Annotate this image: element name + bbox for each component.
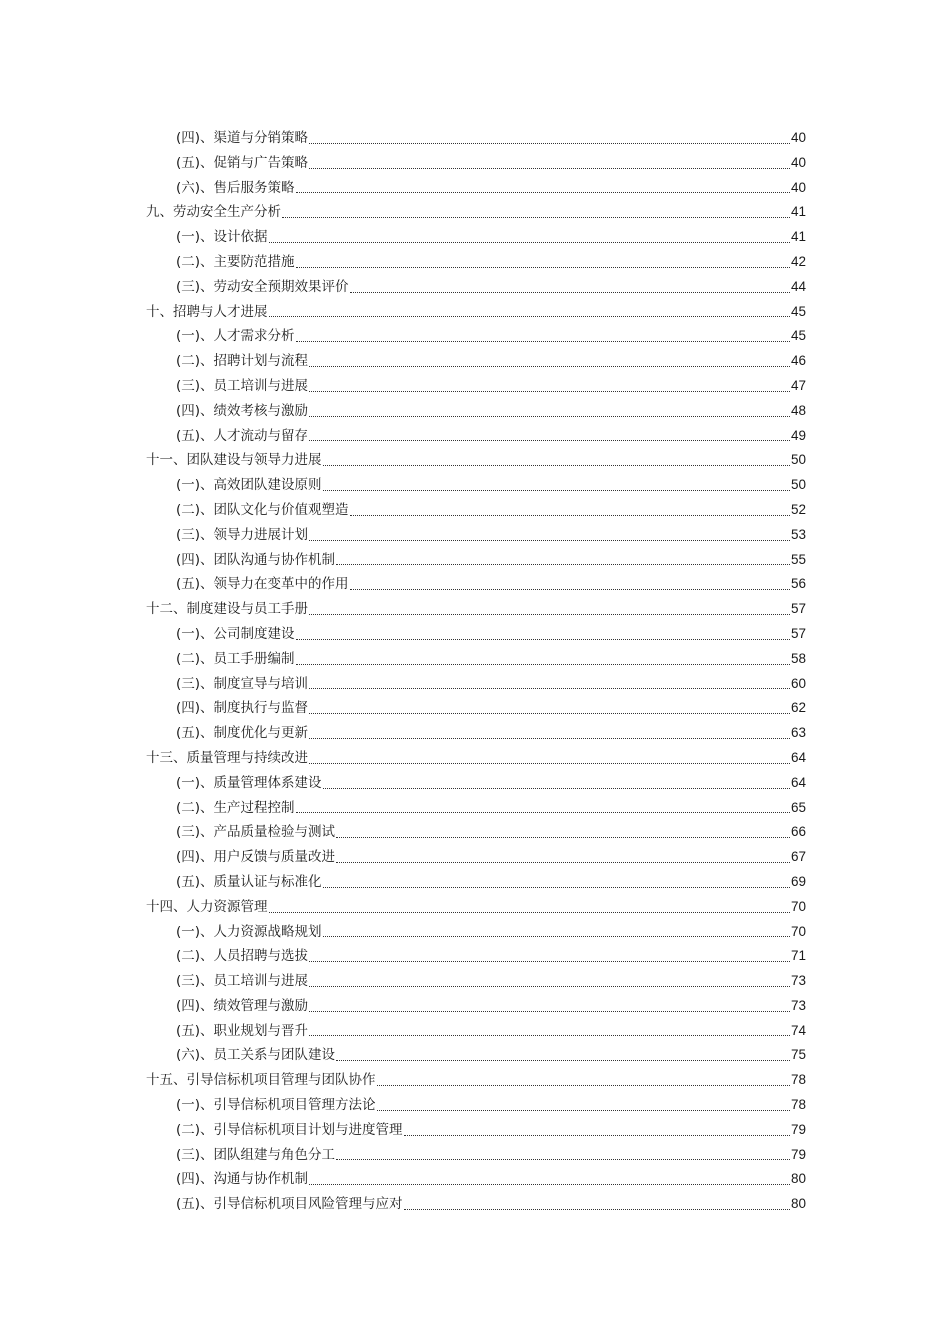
toc-entry-title: (三)、员工培训与进展: [176, 377, 309, 394]
toc-entry-title: (二)、人员招聘与选拔: [176, 948, 309, 965]
toc-dot-leader: [336, 845, 790, 870]
toc-entry-title: (四)、制度执行与监督: [176, 700, 309, 717]
toc-entry-title: (三)、领导力进展计划: [176, 526, 309, 543]
toc-page-number: 64: [790, 774, 806, 790]
toc-dot-leader: [309, 597, 790, 622]
toc-section-entry[interactable]: [146, 275, 806, 300]
toc-page-number: 80: [790, 1171, 806, 1187]
toc-page-number: 50: [790, 477, 806, 493]
toc-section-entry[interactable]: [146, 1019, 806, 1044]
toc-dot-leader: [350, 572, 790, 597]
toc-page-number: 58: [790, 650, 806, 666]
toc-entry-title: (一)、人力资源战略规划: [176, 923, 322, 940]
toc-dot-leader: [309, 994, 790, 1019]
toc-section-entry[interactable]: [146, 1192, 806, 1217]
toc-dot-leader: [296, 796, 790, 821]
toc-dot-leader: [309, 151, 790, 176]
toc-entry-title: (一)、公司制度建设: [176, 625, 295, 642]
toc-dot-leader: [296, 176, 790, 201]
toc-entry-title: (五)、质量认证与标准化: [176, 873, 322, 890]
toc-chapter-entry[interactable]: [146, 1068, 806, 1093]
toc-dot-leader: [282, 200, 790, 225]
toc-page-number: 73: [790, 997, 806, 1013]
toc-entry-title: 十一、团队建设与领导力进展: [146, 452, 322, 469]
toc-section-entry[interactable]: [146, 1043, 806, 1068]
toc-entry-title: 十三、质量管理与持续改进: [146, 749, 308, 766]
toc-entry-title: 九、劳动安全生产分析: [146, 204, 281, 221]
toc-entry-title: (六)、售后服务策略: [176, 179, 295, 196]
toc-page-number: 74: [790, 1022, 806, 1038]
toc-section-entry[interactable]: [146, 548, 806, 573]
toc-page-number: 47: [790, 377, 806, 393]
toc-dot-leader: [336, 1143, 790, 1168]
toc-chapter-entry[interactable]: [146, 746, 806, 771]
toc-page-number: 41: [790, 204, 806, 220]
toc-entry-title: (四)、用户反馈与质量改进: [176, 849, 336, 866]
toc-dot-leader: [377, 1068, 790, 1093]
toc-section-entry[interactable]: [146, 176, 806, 201]
toc-chapter-entry[interactable]: [146, 300, 806, 325]
toc-entry-title: (四)、团队沟通与协作机制: [176, 551, 336, 568]
toc-entry-title: (二)、引导信标机项目计划与进度管理: [176, 1121, 403, 1138]
toc-entry-title: (一)、质量管理体系建设: [176, 774, 322, 791]
toc-entry-title: 十二、制度建设与员工手册: [146, 601, 308, 618]
toc-section-entry[interactable]: [146, 498, 806, 523]
toc-page-number: 41: [790, 229, 806, 245]
toc-section-entry[interactable]: [146, 969, 806, 994]
toc-page-number: 75: [790, 1047, 806, 1063]
toc-section-entry[interactable]: [146, 771, 806, 796]
toc-section-entry[interactable]: [146, 994, 806, 1019]
toc-dot-leader: [309, 672, 790, 697]
toc-chapter-entry[interactable]: [146, 448, 806, 473]
toc-page-number: 73: [790, 973, 806, 989]
toc-entry-title: (五)、职业规划与晋升: [176, 1022, 309, 1039]
toc-page-number: 56: [790, 576, 806, 592]
toc-dot-leader: [309, 399, 790, 424]
toc-section-entry[interactable]: [146, 870, 806, 895]
toc-page-number: 71: [790, 948, 806, 964]
toc-page-number: 70: [790, 898, 806, 914]
toc-section-entry[interactable]: [146, 399, 806, 424]
toc-page-number: 42: [790, 253, 806, 269]
toc-section-entry[interactable]: [146, 151, 806, 176]
toc-page-number: 46: [790, 353, 806, 369]
toc-page-number: 64: [790, 749, 806, 765]
toc-entry-title: (二)、主要防范措施: [176, 253, 295, 270]
toc-section-entry[interactable]: [146, 845, 806, 870]
toc-dot-leader: [336, 820, 790, 845]
toc-entry-title: (二)、招聘计划与流程: [176, 353, 309, 370]
toc-dot-leader: [350, 275, 790, 300]
toc-section-entry[interactable]: [146, 820, 806, 845]
toc-dot-leader: [323, 920, 790, 945]
toc-dot-leader: [269, 225, 790, 250]
toc-dot-leader: [404, 1118, 790, 1143]
toc-page-number: 79: [790, 1146, 806, 1162]
toc-section-entry[interactable]: [146, 424, 806, 449]
toc-page-number: 53: [790, 526, 806, 542]
toc-entry-title: (三)、劳动安全预期效果评价: [176, 278, 349, 295]
toc-section-entry[interactable]: [146, 721, 806, 746]
toc-entry-title: (五)、引导信标机项目风险管理与应对: [176, 1196, 403, 1213]
toc-entry-title: (三)、产品质量检验与测试: [176, 824, 336, 841]
table-of-contents: [146, 126, 806, 1217]
toc-dot-leader: [296, 622, 790, 647]
toc-page-number: 45: [790, 328, 806, 344]
toc-section-entry[interactable]: [146, 473, 806, 498]
toc-entry-title: (三)、制度宣导与培训: [176, 675, 309, 692]
toc-section-entry[interactable]: [146, 622, 806, 647]
toc-section-entry[interactable]: [146, 944, 806, 969]
toc-section-entry[interactable]: [146, 250, 806, 275]
toc-chapter-entry[interactable]: [146, 200, 806, 225]
toc-section-entry[interactable]: [146, 672, 806, 697]
toc-chapter-entry[interactable]: [146, 895, 806, 920]
toc-entry-title: (四)、沟通与协作机制: [176, 1171, 309, 1188]
toc-section-entry[interactable]: [146, 572, 806, 597]
toc-dot-leader: [377, 1093, 790, 1118]
toc-dot-leader: [323, 473, 790, 498]
toc-section-entry[interactable]: [146, 796, 806, 821]
toc-dot-leader: [309, 696, 790, 721]
toc-dot-leader: [309, 1019, 790, 1044]
toc-dot-leader: [350, 498, 790, 523]
toc-dot-leader: [309, 746, 790, 771]
toc-dot-leader: [309, 944, 790, 969]
toc-section-entry[interactable]: [146, 920, 806, 945]
toc-entry-title: (二)、团队文化与价值观塑造: [176, 501, 349, 518]
toc-entry-title: (四)、绩效考核与激励: [176, 402, 309, 419]
toc-section-entry[interactable]: [146, 647, 806, 672]
toc-dot-leader: [309, 349, 790, 374]
toc-dot-leader: [269, 895, 790, 920]
toc-dot-leader: [336, 548, 790, 573]
toc-page-number: 62: [790, 700, 806, 716]
toc-page-number: 49: [790, 427, 806, 443]
toc-entry-title: (二)、员工手册编制: [176, 650, 295, 667]
toc-entry-title: (五)、制度优化与更新: [176, 725, 309, 742]
toc-dot-leader: [296, 324, 790, 349]
toc-dot-leader: [309, 969, 790, 994]
toc-page-number: 44: [790, 278, 806, 294]
toc-entry-title: (一)、引导信标机项目管理方法论: [176, 1097, 376, 1114]
toc-section-entry[interactable]: [146, 324, 806, 349]
toc-page-number: 69: [790, 873, 806, 889]
toc-entry-title: (五)、领导力在变革中的作用: [176, 576, 349, 593]
toc-page-number: 63: [790, 725, 806, 741]
toc-entry-title: (二)、生产过程控制: [176, 799, 295, 816]
toc-entry-title: (六)、员工关系与团队建设: [176, 1047, 336, 1064]
toc-dot-leader: [309, 721, 790, 746]
toc-dot-leader: [309, 374, 790, 399]
toc-entry-title: (五)、促销与广告策略: [176, 154, 309, 171]
toc-page-number: 40: [790, 179, 806, 195]
toc-page-number: 78: [790, 1097, 806, 1113]
toc-dot-leader: [309, 126, 790, 151]
toc-page-number: 70: [790, 923, 806, 939]
toc-section-entry[interactable]: [146, 349, 806, 374]
toc-section-entry[interactable]: [146, 225, 806, 250]
toc-entry-title: 十四、人力资源管理: [146, 898, 268, 915]
toc-entry-title: (三)、团队组建与角色分工: [176, 1146, 336, 1163]
toc-dot-leader: [323, 771, 790, 796]
toc-section-entry[interactable]: [146, 1167, 806, 1192]
toc-page-number: 55: [790, 551, 806, 567]
toc-entry-title: (一)、人才需求分析: [176, 328, 295, 345]
toc-page-number: 52: [790, 501, 806, 517]
toc-dot-leader: [323, 870, 790, 895]
toc-dot-leader: [309, 424, 790, 449]
toc-page-number: 79: [790, 1121, 806, 1137]
toc-entry-title: 十五、引导信标机项目管理与团队协作: [146, 1072, 376, 1089]
toc-dot-leader: [336, 1043, 790, 1068]
toc-section-entry[interactable]: [146, 1143, 806, 1168]
toc-entry-title: (三)、员工培训与进展: [176, 973, 309, 990]
toc-page-number: 57: [790, 601, 806, 617]
toc-dot-leader: [296, 250, 790, 275]
toc-dot-leader: [309, 1167, 790, 1192]
toc-entry-title: (一)、设计依据: [176, 229, 268, 246]
toc-dot-leader: [269, 300, 790, 325]
toc-entry-title: 十、招聘与人才进展: [146, 303, 268, 320]
toc-section-entry[interactable]: [146, 1118, 806, 1143]
toc-page-number: 66: [790, 824, 806, 840]
toc-entry-title: (四)、绩效管理与激励: [176, 997, 309, 1014]
toc-section-entry[interactable]: [146, 1093, 806, 1118]
toc-section-entry[interactable]: [146, 374, 806, 399]
toc-page-number: 67: [790, 849, 806, 865]
toc-page-number: 78: [790, 1072, 806, 1088]
toc-dot-leader: [296, 647, 790, 672]
toc-page-number: 48: [790, 402, 806, 418]
toc-page-number: 57: [790, 625, 806, 641]
toc-entry-title: (四)、渠道与分销策略: [176, 130, 309, 146]
toc-page-number: 60: [790, 675, 806, 691]
toc-page-number: 40: [790, 154, 806, 170]
toc-dot-leader: [404, 1192, 790, 1217]
toc-page-number: 50: [790, 452, 806, 468]
toc-dot-leader: [323, 448, 790, 473]
toc-entry-title: (五)、人才流动与留存: [176, 427, 309, 444]
toc-page-number: 40: [790, 130, 806, 145]
toc-dot-leader: [309, 523, 790, 548]
toc-section-entry[interactable]: [146, 523, 806, 548]
toc-entry-title: (一)、高效团队建设原则: [176, 477, 322, 494]
toc-chapter-entry[interactable]: [146, 597, 806, 622]
toc-page-number: 45: [790, 303, 806, 319]
toc-section-entry[interactable]: [146, 696, 806, 721]
toc-page-number: 65: [790, 799, 806, 815]
toc-page-number: 80: [790, 1196, 806, 1212]
toc-section-entry[interactable]: [146, 126, 806, 151]
